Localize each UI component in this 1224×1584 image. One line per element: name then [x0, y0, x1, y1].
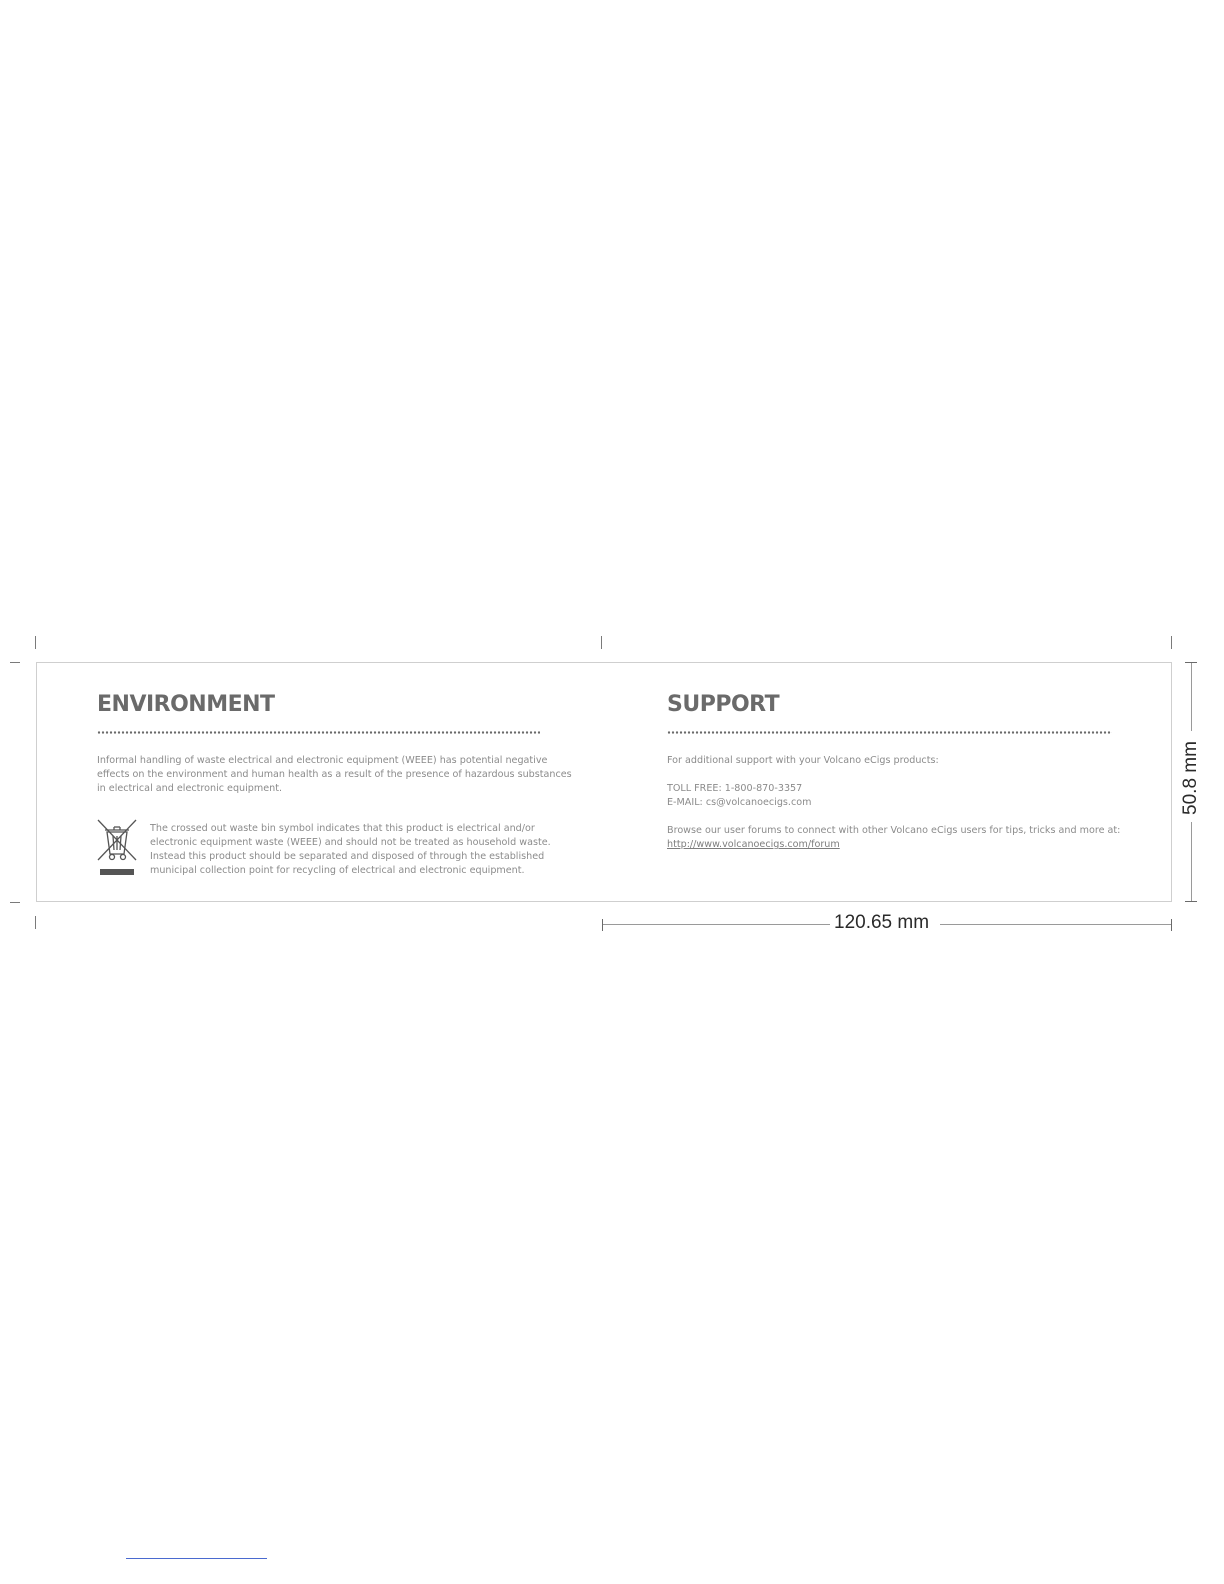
dimension-tick [602, 919, 603, 931]
support-email: E-MAIL: cs@volcanoecigs.com [667, 797, 812, 808]
dimension-line [1191, 822, 1192, 901]
height-dimension-label: 50.8 mm [1180, 741, 1201, 815]
dotted-divider [667, 731, 1112, 734]
label-panel [36, 662, 1172, 902]
crop-mark-left-bottom [10, 902, 20, 903]
weee-notice-line: electronic equipment waste (WEEE) and should not be treated as household waste. [150, 837, 551, 848]
toll-free-number: TOLL FREE: 1-800-870-3357 [667, 783, 803, 794]
forum-text: Browse our user forums to connect with other Volcano eCigs users for tips, tricks and more at: [667, 825, 1121, 836]
weee-notice [150, 822, 551, 878]
dimension-tick [1171, 919, 1172, 931]
footer-rule [126, 1558, 267, 1559]
environment-paragraph-line: in electrical and electronic equipment. [97, 783, 283, 794]
dotted-divider [97, 731, 540, 734]
width-dimension-label: 120.65 mm [834, 912, 930, 933]
crossed-out-wheelie-bin-icon [97, 818, 137, 876]
support-intro: For additional support with your Volcano eCigs products: [667, 755, 939, 766]
dimension-line [1191, 663, 1192, 731]
environment-paragraph [97, 754, 572, 796]
support-heading: SUPPORT [667, 692, 780, 717]
weee-notice-line: municipal collection point for recycling of electrical and electronic equipment. [150, 865, 525, 876]
forum-link[interactable]: http://www.volcanoecigs.com/forum [667, 839, 840, 850]
environment-paragraph-line: Informal handling of waste electrical and electronic equipment (WEEE) has potential negative [97, 755, 548, 766]
crop-mark-top-center [601, 636, 602, 649]
environment-heading: ENVIRONMENT [97, 692, 275, 717]
environment-section [97, 663, 572, 901]
height-dimension [1180, 662, 1210, 902]
support-section [667, 663, 1121, 901]
width-dimension [602, 912, 1172, 933]
crop-mark-bottom-left [35, 916, 36, 929]
dimension-tick [1185, 901, 1197, 902]
crop-mark-top-left [35, 636, 36, 649]
dimension-line [940, 924, 1171, 925]
weee-notice-line: The crossed out waste bin symbol indicates that this product is electrical and/or [150, 823, 535, 834]
crop-mark-top-right [1171, 636, 1172, 649]
environment-paragraph-line: effects on the environment and human health as a result of the presence of hazardous substances [97, 769, 572, 780]
dimension-line [603, 924, 830, 925]
weee-notice-line: Instead this product should be separated and disposed of through the established [150, 851, 545, 862]
crop-mark-left-top [10, 662, 20, 663]
